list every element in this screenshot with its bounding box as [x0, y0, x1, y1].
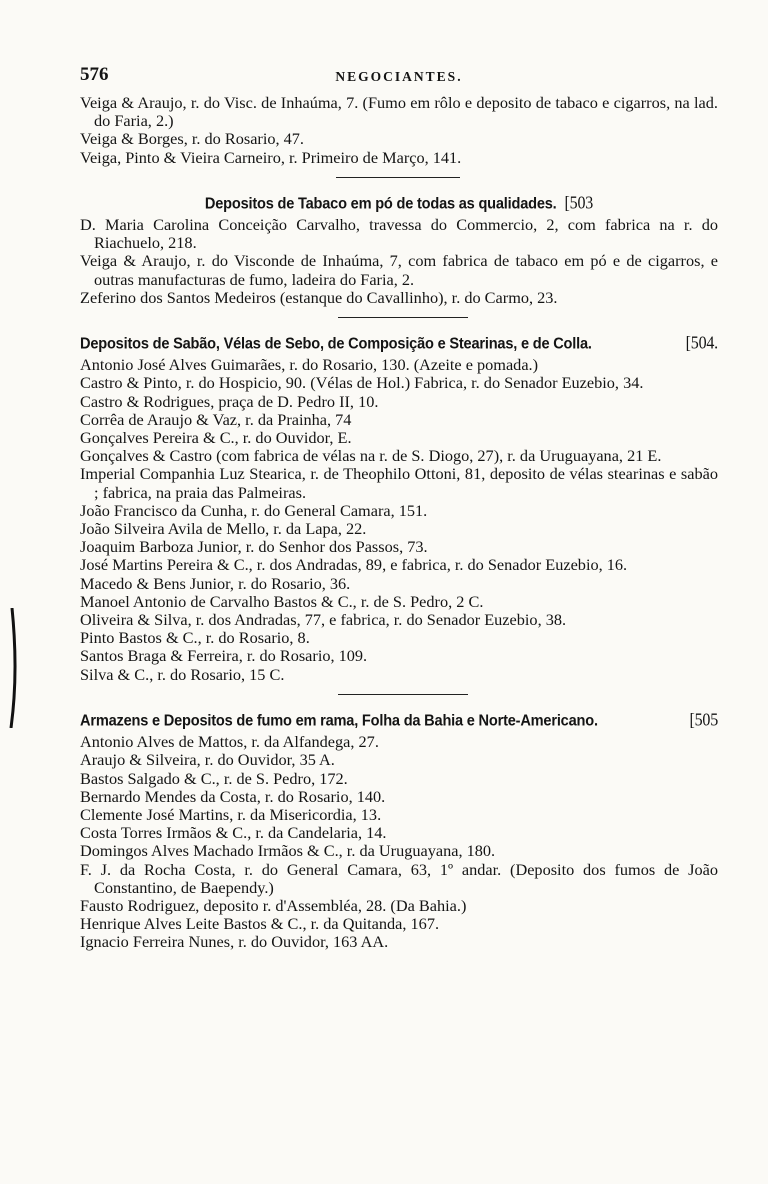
list-item: Veiga & Borges, r. do Rosario, 47.: [80, 129, 305, 149]
list-item: Fausto Rodriguez, deposito r. d'Assembléa, 28. (Da Bahia.): [80, 895, 467, 915]
list-item: Henrique Alves Leite Bastos & C., r. da Quitanda, 167.: [80, 914, 440, 934]
list-item: Araujo & Silveira, r. do Ouvidor, 35 A.: [80, 750, 335, 770]
section-tobacco-powder: [80, 195, 718, 307]
list-item: Antonio Alves de Mattos, r. da Alfandega, 27.: [80, 732, 379, 752]
list-item: Castro & Pinto, r. do Hospicio, 90. (Vélas de Hol.) Fabrica, r. do Senador Euzebio, 34.: [80, 373, 644, 393]
list-item: Ignacio Ferreira Nunes, r. do Ouvidor, 163 AA.: [80, 932, 389, 952]
list-item: Castro & Rodrigues, praça de D. Pedro II, 10.: [80, 391, 379, 411]
list-item: Imperial Companhia Luz Stearica, r. de Theophilo Ottoni, 81, deposito de vélas stearinas e sabão ; fabrica, na praia das Palmeiras.: [80, 464, 718, 502]
section-soap-candles: [80, 335, 718, 684]
running-head: NEGOCIANTES.: [335, 69, 463, 84]
list-item: Joaquim Barboza Junior, r. do Senhor dos Passos, 73.: [80, 537, 428, 557]
list-item: D. Maria Carolina Conceição Carvalho, travessa do Commercio, 2, com fabrica na r. do Riachuelo, 218.: [80, 215, 718, 253]
list-item: João Francisco da Cunha, r. do General Camara, 151.: [80, 500, 428, 520]
list-item: José Martins Pereira & C., r. dos Andradas, 89, e fabrica, r. do Senador Euzebio, 16.: [80, 555, 628, 575]
divider: [80, 167, 718, 191]
list-item: Gonçalves & Castro (com fabrica de vélas na r. de S. Diogo, 27), r. da Uruguayana, 21 E.: [80, 446, 662, 466]
list-item: Domingos Alves Machado Irmãos & C., r. da Uruguayana, 180.: [80, 841, 496, 861]
section-tobacco-leaf: [80, 712, 718, 952]
list-item: Oliveira & Silva, r. dos Andradas, 77, e fabrica, r. do Senador Euzebio, 38.: [80, 610, 567, 630]
list-item: Gonçalves Pereira & C., r. do Ouvidor, E.: [80, 428, 352, 448]
page-header: [80, 66, 718, 90]
section-code: [505: [689, 710, 718, 730]
list-item: Santos Braga & Ferreira, r. do Rosario, 109.: [80, 646, 368, 666]
section-title: Armazens e Depositos de fumo em rama, Folha da Bahia e Norte-Americano.: [80, 712, 598, 730]
section-title: Depositos de Sabão, Vélas de Sebo, de Composição e Stearinas, e de Colla.: [80, 335, 592, 353]
list-item: João Silveira Avila de Mello, r. da Lapa, 22.: [80, 519, 367, 539]
list-item: Bastos Salgado & C., r. de S. Pedro, 172.: [80, 768, 348, 788]
page-number: 576: [80, 64, 109, 85]
list-item: Silva & C., r. do Rosario, 15 C.: [80, 664, 285, 684]
list-item: Clemente José Martins, r. da Misericordia, 13.: [80, 804, 382, 824]
section-code: [503: [564, 193, 594, 213]
list-item: Antonio José Alves Guimarães, r. do Rosario, 130. (Azeite e pomada.): [80, 355, 539, 375]
divider: [80, 684, 718, 708]
intro-entries: [80, 94, 718, 167]
section-heading: [80, 334, 718, 354]
list-item: Veiga & Araujo, r. do Visconde de Inhaúma, 7, com fabrica de tabaco em pó e de cigarros, e outras manufacturas de fumo, ladeira do Faria, 2.: [80, 251, 718, 289]
directory-page: [80, 66, 718, 952]
margin-ink-mark: [9, 608, 17, 728]
list-item: Corrêa de Araujo & Vaz, r. da Prainha, 74: [80, 409, 352, 429]
section-heading: [80, 194, 718, 214]
list-item: Manoel Antonio de Carvalho Bastos & C., r. de S. Pedro, 2 C.: [80, 591, 484, 611]
list-item: Costa Torres Irmãos & C., r. da Candelaria, 14.: [80, 823, 387, 843]
list-item: Zeferino dos Santos Medeiros (estanque do Cavallinho), r. do Carmo, 23.: [80, 287, 558, 307]
section-heading: [80, 711, 718, 731]
list-item: Macedo & Bens Junior, r. do Rosario, 36.: [80, 573, 351, 593]
section-title: Depositos de Tabaco em pó de todas as qualidades.: [204, 195, 557, 213]
list-item: Veiga & Araujo, r. do Visc. de Inhaúma, 7. (Fumo em rôlo e deposito de tabaco e cigarros, na lad. do Faria, 2.): [80, 93, 718, 131]
divider: [80, 307, 718, 331]
list-item: F. J. da Rocha Costa, r. do General Camara, 63, 1º andar. (Deposito dos fumos de João Constantino, de Baependy.): [80, 859, 718, 897]
list-item: Bernardo Mendes da Costa, r. do Rosario, 140.: [80, 786, 386, 806]
section-code: [504.: [685, 334, 718, 353]
list-item: Pinto Bastos & C., r. do Rosario, 8.: [80, 628, 310, 648]
list-item: Veiga, Pinto & Vieira Carneiro, r. Primeiro de Março, 141.: [80, 147, 462, 167]
